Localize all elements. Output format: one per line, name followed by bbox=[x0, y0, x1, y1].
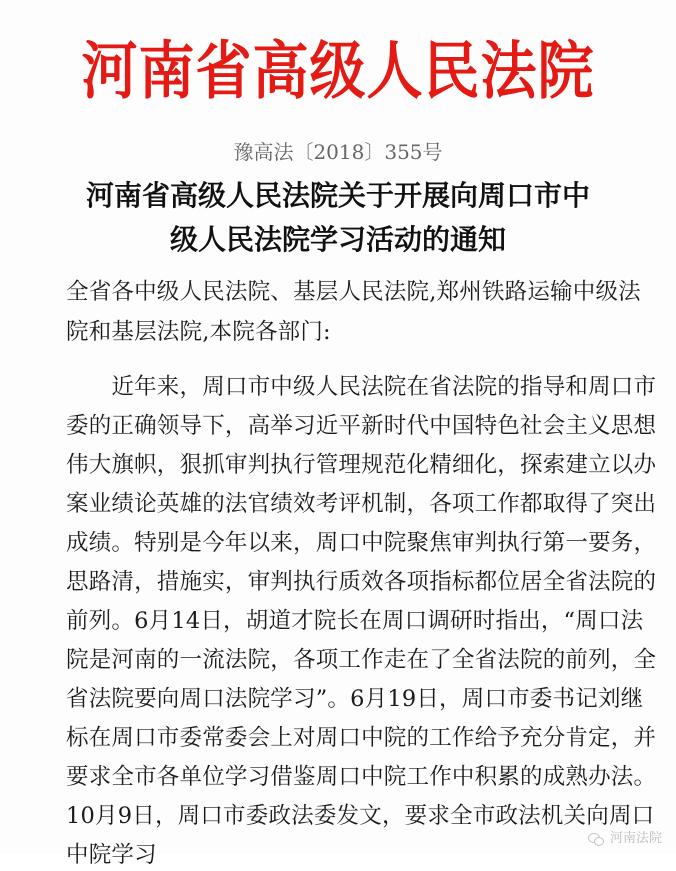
paragraph-line: 伟大旗帜，狠抓审判执行管理规范化精细化，探索建立以办 bbox=[66, 452, 657, 478]
paragraph-line: 案业绩论英雄的法官绩效考评机制，各项工作都取得了突出 bbox=[66, 491, 657, 517]
paragraph-line: 10月9日，周口市委政法委发文，要求全市政法机关向周口 bbox=[66, 803, 655, 829]
watermark-text: 河南法院 bbox=[609, 831, 662, 846]
paragraph-line: 要求全市各单位学习借鉴周口中院工作中积累的成熟办法。 bbox=[66, 764, 657, 790]
notice-title-line: 级人民法院学习活动的通知 bbox=[169, 223, 506, 256]
paragraph-line: 院是河南的一流法院，各项工作走在了全省法院的前列，全 bbox=[66, 647, 657, 673]
paragraph-line: 思路清，措施实，审判执行质效各项指标都位居全省法院的 bbox=[66, 569, 657, 595]
watermark bbox=[588, 830, 662, 848]
paragraph-line: 省法院要向周口法院学习”。6月19日，周口市委书记刘继 bbox=[66, 686, 644, 712]
paragraph-line: 中院学习 bbox=[66, 842, 157, 868]
addressee-line: 全省各中级人民法院、基层人民法院,郑州铁路运输中级法 bbox=[66, 279, 641, 305]
paragraph-line: 标在周口市委常委会上对周口中院的工作给予充分肯定，并 bbox=[66, 725, 657, 751]
paragraph-line: 成绩。特别是今年以来，周口中院聚焦审判执行第一要务， bbox=[66, 530, 657, 556]
addressee-line: 院和基层法院,本院各部门: bbox=[66, 319, 331, 345]
notice-title-line: 河南省高级人民法院关于开展向周口市中 bbox=[85, 179, 590, 212]
paragraph-line: 前列。6月14日，胡道才院长在周口调研时指出，“周口法 bbox=[66, 608, 644, 634]
paragraph-line: 近年来，周口市中级人民法院在省法院的指导和周口市 bbox=[66, 374, 657, 400]
notice-title bbox=[40, 174, 636, 262]
wechat-icon bbox=[588, 832, 604, 846]
masthead-title: 河南省高级人民法院 bbox=[81, 35, 595, 109]
document-number: 豫高法〔2018〕355号 bbox=[233, 140, 443, 164]
paragraph-line: 委的正确领导下，高举习近平新时代中国特色社会主义思想 bbox=[66, 413, 657, 439]
